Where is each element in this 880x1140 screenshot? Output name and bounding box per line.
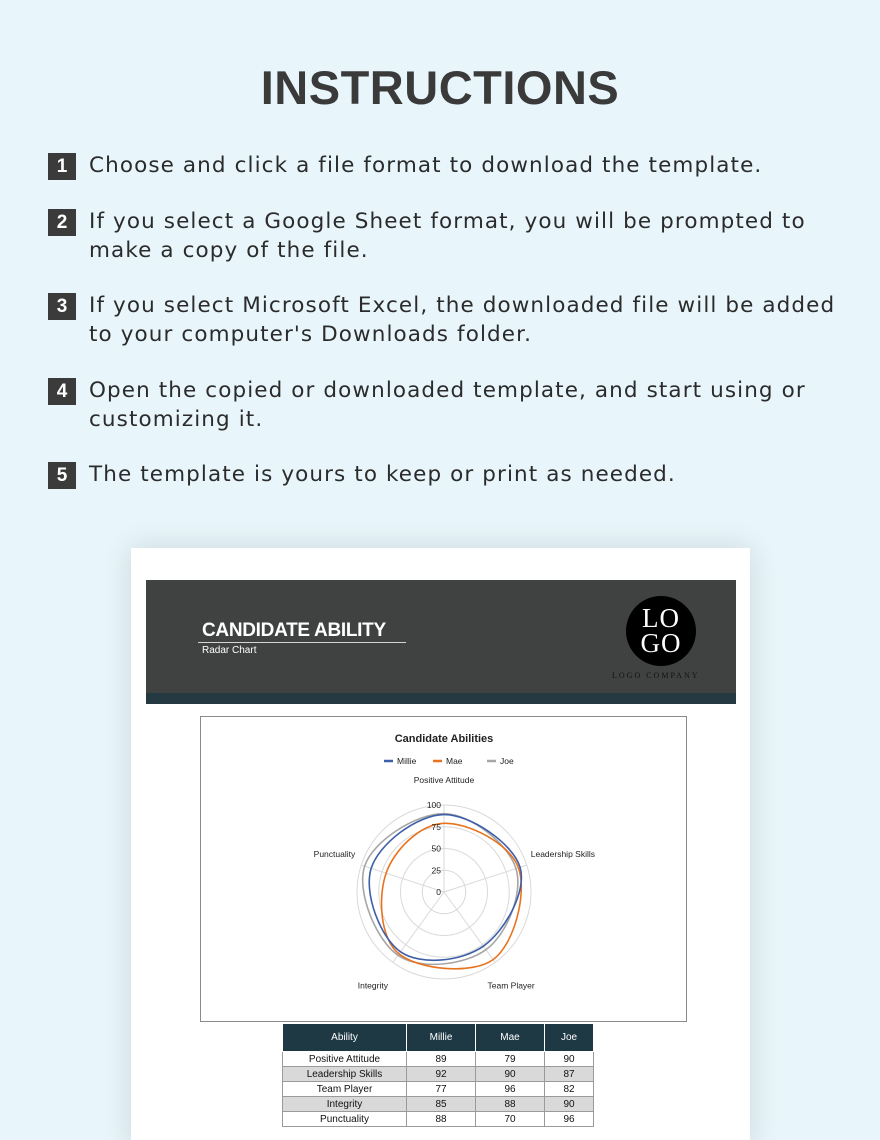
table-row: [283, 1082, 594, 1097]
table-row: [283, 1052, 594, 1067]
step-number-badge: 5: [48, 462, 76, 489]
column-header: Millie: [407, 1024, 476, 1052]
category-label: Integrity: [357, 980, 388, 991]
instruction-step: [48, 209, 848, 265]
score-cell: 85: [407, 1097, 476, 1112]
legend-label: Mae: [446, 756, 463, 766]
step-number-badge: 3: [48, 293, 76, 320]
axis-tick-label: 75: [431, 821, 441, 832]
score-cell: 90: [476, 1067, 545, 1082]
radar-chart: [201, 717, 688, 1023]
table-row: [283, 1067, 594, 1082]
column-header: Joe: [545, 1024, 594, 1052]
series-line-mae: [382, 823, 522, 969]
column-header: Mae: [476, 1024, 545, 1052]
score-cell: 88: [407, 1112, 476, 1127]
step-text: Open the copied or downloaded template, and start using or customizing it.: [89, 378, 806, 432]
category-label: Leadership Skills: [530, 849, 596, 860]
ability-cell: Integrity: [283, 1097, 407, 1112]
logo-badge: [626, 596, 696, 666]
step-number-badge: 2: [48, 209, 76, 236]
score-cell: 77: [407, 1082, 476, 1097]
category-label: Positive Attitude: [413, 775, 475, 785]
score-cell: 70: [476, 1112, 545, 1127]
score-cell: 88: [476, 1097, 545, 1112]
table-row: [283, 1097, 594, 1112]
ability-cell: Team Player: [283, 1082, 407, 1097]
chart-title: Candidate Abilities: [394, 733, 494, 745]
radar-spoke: [444, 865, 527, 892]
template-title: CANDIDATE ABILITY: [202, 620, 386, 641]
score-cell: 82: [545, 1082, 594, 1097]
step-number-badge: 1: [48, 153, 76, 180]
axis-tick-label: 25: [431, 865, 441, 876]
axis-tick-label: 100: [426, 800, 441, 810]
table-body: [283, 1052, 594, 1127]
radar-chart-frame: [200, 716, 687, 1022]
series-line-millie: [369, 815, 521, 961]
category-label: Punctuality: [313, 849, 356, 860]
legend-label: Joe: [500, 756, 514, 766]
score-cell: 96: [476, 1082, 545, 1097]
legend-label: Millie: [397, 756, 417, 766]
logo-text-bottom: GO: [640, 628, 682, 658]
score-cell: 89: [407, 1052, 476, 1067]
category-label: Team Player: [487, 980, 535, 991]
score-cell: 90: [545, 1097, 594, 1112]
ability-cell: Punctuality: [283, 1112, 407, 1127]
axis-tick-label: 0: [436, 887, 441, 897]
instruction-step: [48, 153, 848, 181]
page-heading: INSTRUCTIONS: [260, 61, 620, 114]
score-cell: 79: [476, 1052, 545, 1067]
score-cell: 92: [407, 1067, 476, 1082]
logo-text-top: LO: [642, 603, 680, 633]
template-subtitle: Radar Chart: [202, 645, 257, 656]
step-number-badge: 4: [48, 378, 76, 405]
title-underline: [198, 642, 406, 643]
score-cell: 90: [545, 1052, 594, 1067]
column-header: Ability: [283, 1024, 407, 1052]
step-text: If you select a Google Sheet format, you will be prompted to make a copy of the file.: [89, 209, 806, 263]
template-preview-sheet: [131, 548, 750, 1140]
logo-company-name: LOGO COMPANY: [612, 671, 700, 680]
table-header-row: [283, 1024, 594, 1052]
instruction-step: [48, 293, 848, 349]
template-banner: [146, 580, 736, 704]
step-text: Choose and click a file format to download the template.: [89, 153, 763, 178]
instruction-step: [48, 378, 848, 434]
score-cell: 87: [545, 1067, 594, 1082]
score-cell: 96: [545, 1112, 594, 1127]
ability-cell: Positive Attitude: [283, 1052, 407, 1067]
ability-cell: Leadership Skills: [283, 1067, 407, 1082]
instruction-step: [48, 462, 848, 490]
step-text: The template is yours to keep or print as needed.: [89, 462, 676, 487]
step-text: If you select Microsoft Excel, the downloaded file will be added to your computer's Downloads folder.: [89, 293, 836, 347]
banner-accent-strip: [146, 693, 736, 704]
table-row: [283, 1112, 594, 1127]
ability-table: [282, 1023, 594, 1127]
axis-tick-label: 50: [431, 843, 441, 854]
